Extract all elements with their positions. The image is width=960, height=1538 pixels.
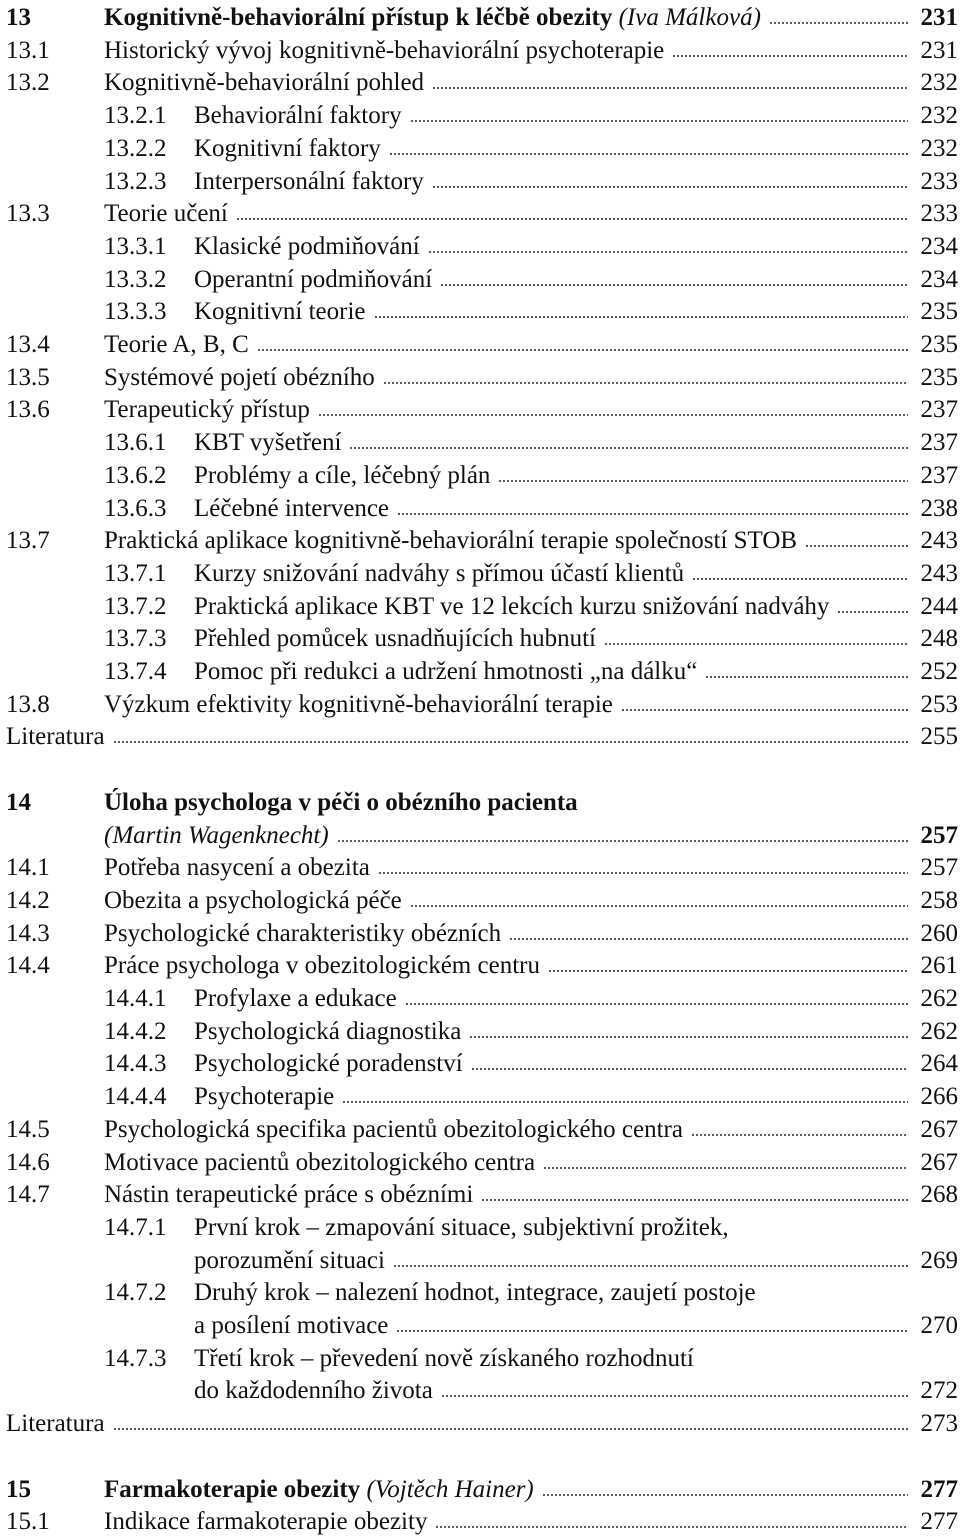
toc-entry[interactable] (0, 1375, 960, 1407)
toc-entry-title: Psychologické charakteristiky obézních (104, 919, 502, 947)
toc-entry-line (194, 558, 960, 590)
toc-entry-number: 14.4 (6, 952, 50, 980)
toc-entry-number: 13.3.1 (104, 232, 167, 260)
toc-entry-page-number: 262 (920, 985, 958, 1012)
toc-entry-number: 13.6 (6, 396, 50, 424)
dot-leader (428, 249, 908, 255)
toc-entry[interactable] (0, 67, 960, 99)
toc-entry-title: Léčebné intervence (194, 494, 390, 522)
dot-leader (548, 968, 908, 974)
toc-entry-number: 13.2.2 (104, 134, 167, 162)
toc-entry-title: Kurzy snižování nadváhy s přímou účastí klientů (194, 559, 685, 587)
toc-entry-line (104, 1114, 960, 1146)
toc-entry-line (194, 1375, 960, 1407)
toc-entry-title: Historický vývoj kognitivně-behaviorální psychoterapie (104, 36, 665, 64)
toc-entry-author: (Martin Wagenknecht) (104, 821, 329, 849)
toc-entry-title: Interpersonální faktory (194, 167, 424, 195)
toc-entry[interactable] (0, 852, 960, 884)
toc-entry-number: 14.4.3 (104, 1050, 167, 1078)
toc-entry-title: Práce psychologa v obezitologickém centru (104, 952, 540, 980)
toc-entry-line (104, 1474, 960, 1506)
toc-entry-page-number: 234 (920, 265, 958, 293)
toc-entry-number: 13.6.2 (104, 461, 167, 489)
toc-entry-page-number: 260 (920, 919, 958, 947)
toc-entry[interactable] (0, 1506, 960, 1538)
toc-entry-number: 13.3.2 (104, 265, 167, 293)
toc-entry-page-number: 252 (920, 658, 958, 685)
toc-entry-line (104, 394, 960, 426)
toc-entry-number: 13.7.2 (104, 592, 167, 620)
toc-entry-number: 14.5 (6, 1115, 50, 1143)
toc-entry[interactable] (0, 166, 960, 198)
dot-leader (805, 543, 908, 549)
toc-entry-number: 13.1 (6, 36, 50, 64)
toc-entry-line (104, 885, 960, 917)
toc-entry[interactable] (0, 231, 960, 263)
toc-entry[interactable] (0, 689, 960, 721)
toc-entry-title: Nástin terapeutické práce s obézními (104, 1181, 474, 1209)
toc-entry-page-number: 232 (920, 69, 958, 97)
toc-entry-line (194, 427, 960, 459)
dot-leader (471, 1066, 908, 1072)
toc-entry-page-number: 261 (920, 952, 958, 980)
toc-entry-page-number: 232 (920, 134, 958, 162)
toc-entry-line (194, 1343, 960, 1375)
toc-entry-line (194, 1016, 960, 1048)
dot-leader (543, 1165, 908, 1171)
toc-entry-line (194, 1048, 960, 1080)
toc-entry-line (6, 721, 960, 753)
toc-entry-number: 13.7.3 (104, 625, 167, 653)
toc-entry-line (104, 35, 960, 67)
toc-entry[interactable] (0, 493, 960, 525)
toc-entry-title: Problémy a cíle, léčebný plán (194, 461, 491, 489)
dot-leader (410, 903, 908, 909)
toc-entry-page-number: 243 (920, 527, 958, 555)
toc-entry-line (194, 623, 960, 655)
toc-entry[interactable] (0, 35, 960, 67)
dot-leader (432, 85, 908, 91)
toc-entry-title: Motivace pacientů obezitologického centra (104, 1148, 536, 1176)
toc-entry-page-number: 262 (920, 1017, 958, 1045)
toc-entry-number: 15 (6, 1475, 31, 1503)
toc-entry-line (194, 231, 960, 263)
toc-entry-number: 14.3 (6, 919, 50, 947)
dot-leader (691, 1132, 908, 1138)
toc-entry[interactable] (0, 787, 960, 819)
toc-entry-title: Literatura (6, 723, 105, 751)
toc-entry-title: Druhý krok – nalezení hodnot, integrace, zaujetí postoje (194, 1279, 756, 1307)
dot-leader (396, 1328, 908, 1334)
toc-entry-page-number: 264 (920, 1050, 958, 1078)
toc-entry-number: 13.3.3 (104, 298, 167, 326)
toc-entry-page-number: 235 (920, 331, 958, 358)
toc-entry-title: Teorie učení (104, 200, 228, 228)
toc-entry-number: 14.1 (6, 854, 50, 882)
toc-entry-page-number: 231 (920, 36, 958, 64)
toc-entry-number: 13.5 (6, 363, 50, 391)
toc-entry-page-number: 255 (920, 723, 958, 751)
toc-entry-number: 13.6.1 (104, 429, 167, 457)
toc-entry-title: Výzkum efektivity kognitivně-behaviorální terapie (104, 690, 613, 718)
dot-leader (692, 576, 908, 582)
dot-leader (410, 118, 908, 124)
toc-entry-page-number: 277 (920, 1508, 958, 1536)
toc-entry-number: 14.4.4 (104, 1083, 167, 1111)
toc-entry[interactable] (0, 427, 960, 459)
toc-entry[interactable] (0, 885, 960, 917)
toc-entry-title: Klasické podmiňování (194, 232, 420, 260)
dot-leader (469, 1034, 908, 1040)
toc-entry-line (104, 525, 960, 557)
toc-entry-title: Psychologické poradenství (194, 1050, 463, 1078)
toc-entry[interactable] (0, 525, 960, 557)
toc-entry-page-number: 231 (920, 4, 958, 31)
toc-entry[interactable] (0, 2, 960, 34)
toc-entry-page-number: 268 (920, 1181, 958, 1209)
dot-leader (498, 478, 908, 484)
toc-entry-line (194, 656, 960, 688)
dot-leader (113, 739, 908, 745)
dot-leader (769, 20, 908, 26)
toc-entry-page-number: 237 (920, 429, 958, 457)
toc-entry-title: a posílení motivace (194, 1312, 389, 1339)
dot-leader (441, 1393, 908, 1399)
dot-leader (257, 347, 908, 353)
toc-entry-page-number: 257 (920, 854, 958, 882)
toc-entry-number: 14.4.2 (104, 1017, 167, 1045)
toc-entry-title: Psychologická diagnostika (194, 1017, 462, 1045)
toc-entry[interactable] (0, 721, 960, 753)
toc-entry[interactable] (0, 558, 960, 590)
toc-entry-author: (Iva Málková) (618, 4, 761, 31)
toc-entry-title: Praktická aplikace KBT ve 12 lekcích kurzu snižování nadváhy (194, 592, 830, 620)
toc-entry-page-number: 248 (920, 625, 958, 653)
toc-entry-line (104, 1506, 960, 1538)
toc-entry[interactable] (0, 591, 960, 623)
toc-entry-line (6, 1408, 960, 1440)
toc-entry-page-number: 237 (920, 396, 958, 424)
dot-leader (374, 314, 909, 320)
toc-entry-title: Kognitivně-behaviorální přístup k léčbě obezity (104, 4, 613, 31)
toc-entry-number: 13.7.1 (104, 559, 167, 587)
toc-entry[interactable] (0, 918, 960, 950)
toc-entry-number: 13 (6, 4, 31, 31)
toc-entry-title: Praktická aplikace kognitivně-behaviorální terapie společností STOB (104, 527, 798, 555)
toc-entry-line (194, 296, 960, 328)
toc-entry-page-number: 244 (920, 592, 958, 620)
dot-leader (383, 380, 908, 386)
dot-leader (318, 412, 908, 418)
toc-entry-title: do každodenního života (194, 1377, 433, 1405)
toc-entry[interactable] (0, 1179, 960, 1211)
toc-entry-number: 13.2.1 (104, 102, 167, 130)
toc-entry-title: KBT vyšetření (194, 429, 342, 457)
toc-entry-title: Farmakoterapie obezity (104, 1475, 361, 1503)
toc-entry-page-number: 270 (920, 1312, 958, 1339)
dot-leader (236, 216, 908, 222)
toc-entry-number: 14.7 (6, 1181, 50, 1209)
toc-entry-title: Behaviorální faktory (194, 102, 402, 130)
toc-entry-page-number: 273 (920, 1410, 958, 1438)
dot-leader (440, 282, 908, 288)
toc-entry-number: 13.2 (6, 69, 50, 97)
toc-entry-page-number: 272 (920, 1377, 958, 1405)
toc-entry-page-number: 237 (920, 461, 958, 489)
toc-entry-title: Psychoterapie (194, 1083, 335, 1111)
toc-entry-line (194, 493, 960, 525)
toc-entry-number: 14.7.3 (104, 1344, 167, 1372)
toc-entry-line (104, 198, 960, 230)
toc-entry[interactable] (0, 1408, 960, 1440)
dot-leader (481, 1197, 908, 1203)
toc-entry[interactable] (0, 362, 960, 394)
toc-entry[interactable] (0, 1016, 960, 1048)
toc-entry-number: 15.1 (6, 1508, 50, 1536)
toc-entry[interactable] (0, 983, 960, 1015)
toc-entry-page-number: 269 (920, 1246, 958, 1274)
toc-entry-line (104, 1147, 960, 1179)
toc-entry-title: Terapeutický přístup (104, 396, 310, 424)
toc-entry-title: Operantní podmiňování (194, 265, 433, 293)
dot-leader (405, 1001, 908, 1007)
toc-entry-line (104, 1179, 960, 1211)
dot-leader (837, 609, 908, 615)
toc-entry-author: (Vojtěch Hainer) (366, 1475, 534, 1503)
toc-entry-page-number: 235 (920, 363, 958, 391)
toc-entry-line (104, 787, 960, 819)
toc-entry-line (194, 591, 960, 623)
dot-leader (604, 641, 908, 647)
toc-entry-line (104, 820, 960, 852)
toc-entry-page-number: 233 (920, 200, 958, 228)
toc-entry-line (194, 1212, 960, 1244)
toc-entry-page-number: 258 (920, 886, 958, 914)
toc-entry[interactable] (0, 133, 960, 165)
toc-entry[interactable] (0, 1147, 960, 1179)
toc-entry-line (104, 918, 960, 950)
toc-entry-page-number: 266 (920, 1083, 958, 1111)
toc-entry-line (104, 67, 960, 99)
toc-entry[interactable] (0, 1212, 960, 1244)
dot-leader (378, 870, 908, 876)
toc-entry-title: Teorie A, B, C (104, 331, 249, 358)
toc-entry-line (194, 460, 960, 492)
dot-leader (337, 838, 908, 844)
toc-entry[interactable] (0, 1343, 960, 1375)
toc-entry-title: Úloha psychologa v péči o obézního pacienta (104, 788, 578, 816)
toc-entry-line (194, 1245, 960, 1277)
toc-entry[interactable] (0, 1277, 960, 1309)
toc-entry-title: Kognitivní faktory (194, 134, 381, 162)
toc-entry[interactable] (0, 100, 960, 132)
toc-entry-page-number: 267 (920, 1148, 958, 1176)
dot-leader (397, 511, 908, 517)
toc-entry-title: Obezita a psychologická péče (104, 886, 402, 914)
toc-entry-page-number: 234 (920, 232, 958, 260)
toc-entry-line (194, 133, 960, 165)
toc-entry-line (104, 329, 960, 361)
toc-entry[interactable] (0, 460, 960, 492)
toc-entry-title: Přehled pomůcek usnadňujících hubnutí (194, 625, 597, 653)
toc-entry-page-number: 277 (920, 1475, 958, 1503)
toc-entry[interactable] (0, 820, 960, 852)
toc-entry[interactable] (0, 1474, 960, 1506)
toc-entry-number: 13.2.3 (104, 167, 167, 195)
dot-leader (509, 936, 908, 942)
toc-entry-page-number: 267 (920, 1115, 958, 1143)
dot-leader (435, 1524, 908, 1530)
toc-entry-number: 14 (6, 788, 31, 816)
toc-entry-number: 13.4 (6, 331, 50, 358)
toc-entry-line (194, 100, 960, 132)
toc-entry[interactable] (0, 623, 960, 655)
toc-entry[interactable] (0, 198, 960, 230)
toc-entry-page-number: 238 (920, 494, 958, 522)
dot-leader (542, 1492, 908, 1498)
toc-entry[interactable] (0, 1048, 960, 1080)
toc-entry-title: porozumění situaci (194, 1246, 385, 1274)
toc-entry-number: 14.7.1 (104, 1213, 167, 1241)
toc-entry-title: Indikace farmakoterapie obezity (104, 1508, 428, 1536)
dot-leader (621, 707, 908, 713)
toc-entry-line (194, 983, 960, 1015)
toc-entry[interactable] (0, 656, 960, 688)
toc-entry-number: 13.6.3 (104, 494, 167, 522)
toc-entry[interactable] (0, 950, 960, 982)
toc-entry-title: Třetí krok – převedení nově získaného rozhodnutí (194, 1344, 694, 1372)
toc-entry-title: První krok – zmapování situace, subjektivní prožitek, (194, 1213, 729, 1241)
toc-entry-number: 13.3 (6, 200, 50, 228)
toc-entry-page-number: 257 (920, 821, 958, 849)
toc-entry-title: Pomoc při redukci a udržení hmotnosti „na dálku“ (194, 658, 698, 685)
toc-entry-title: Kognitivně-behaviorální pohled (104, 69, 425, 97)
toc-entry[interactable] (0, 1114, 960, 1146)
toc-entry-title: Systémové pojetí obézního (104, 363, 375, 391)
toc-entry-number: 14.4.1 (104, 985, 167, 1012)
toc-entry-page-number: 232 (920, 102, 958, 130)
toc-entry-title: Profylaxe a edukace (194, 985, 397, 1012)
toc-entry-line (194, 166, 960, 198)
toc-entry-line (194, 264, 960, 296)
toc-entry-number: 13.8 (6, 690, 50, 718)
dot-leader (672, 53, 908, 59)
toc-entry[interactable] (0, 1081, 960, 1113)
toc-entry-page-number: 235 (920, 298, 958, 326)
dot-leader (349, 445, 908, 451)
toc-entry-line (104, 950, 960, 982)
toc-entry-number: 13.7.4 (104, 658, 167, 685)
toc-entry-title: Psychologická specifika pacientů obezitologického centra (104, 1115, 683, 1143)
toc-entry-line (104, 852, 960, 884)
toc-entry[interactable] (0, 329, 960, 361)
dot-leader (389, 151, 908, 157)
toc-entry-title: Literatura (6, 1410, 105, 1438)
toc-entry-title: Kognitivní teorie (194, 298, 366, 326)
dot-leader (393, 1263, 908, 1269)
toc-entry-page-number: 243 (920, 559, 958, 587)
toc-entry-line (104, 689, 960, 721)
toc-entry[interactable] (0, 394, 960, 426)
toc-entry-line (104, 2, 960, 34)
dot-leader (432, 184, 908, 190)
toc-entry-title: Potřeba nasycení a obezita (104, 854, 370, 882)
toc-entry-line (194, 1310, 960, 1342)
toc-entry[interactable] (0, 1245, 960, 1277)
toc-entry[interactable] (0, 264, 960, 296)
toc-entry-line (194, 1277, 960, 1309)
toc-entry-number: 14.2 (6, 886, 50, 914)
toc-entry-page-number: 253 (920, 690, 958, 718)
toc-entry[interactable] (0, 1310, 960, 1342)
toc-entry-line (104, 362, 960, 394)
toc-entry-line (194, 1081, 960, 1113)
dot-leader (113, 1426, 908, 1432)
dot-leader (342, 1099, 908, 1105)
toc-entry[interactable] (0, 296, 960, 328)
toc-entry-page-number: 233 (920, 167, 958, 195)
toc-entry-number: 13.7 (6, 527, 50, 555)
toc-entry-number: 14.7.2 (104, 1279, 167, 1307)
toc-entry-number: 14.6 (6, 1148, 50, 1176)
dot-leader (705, 674, 908, 680)
